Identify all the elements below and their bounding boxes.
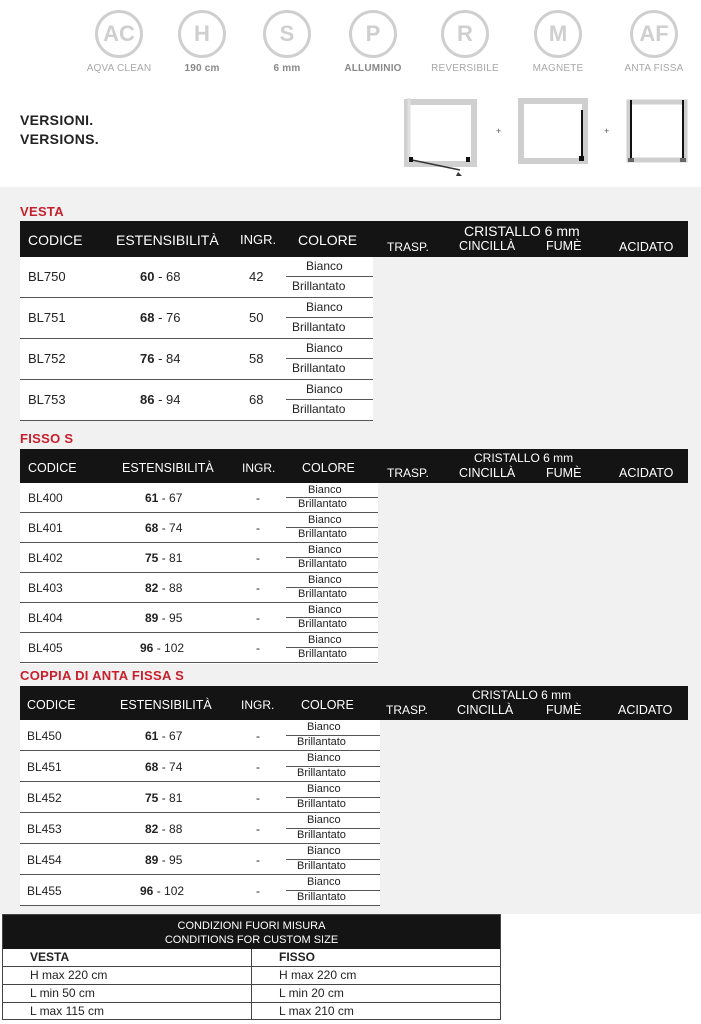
range-max: 88 (169, 822, 183, 836)
feature-label: ANTA FISSA (624, 63, 684, 74)
cell-range: 89 - 95 (145, 611, 183, 625)
cell-ingr: - (256, 641, 260, 655)
range-min: 86 (140, 392, 155, 407)
versions-it: VERSIONI. (20, 112, 94, 128)
cell-color-1: Bianco (308, 484, 342, 496)
cell-color-2: Brillantato (297, 767, 346, 779)
header-acidato: ACIDATO (618, 703, 673, 717)
range-min: 68 (145, 521, 159, 535)
table-row (20, 875, 380, 906)
custom-line: H max 220 cm (252, 967, 500, 985)
range-max: 68 (166, 269, 181, 284)
cell-range: 60 - 68 (140, 269, 181, 284)
cell-color-1: Bianco (308, 634, 342, 646)
custom-line: L min 50 cm (3, 985, 251, 1003)
cell-color-1: Bianco (308, 574, 342, 586)
cell-color-1: Bianco (308, 604, 342, 616)
header-fume: FUMÈ (546, 239, 582, 253)
cell-color-2: Brillantato (298, 648, 347, 660)
cell-color-1: Bianco (308, 544, 342, 556)
cell-color-1: Bianco (307, 845, 341, 857)
cell-code: BL402 (28, 551, 63, 565)
header-fume: FUMÈ (546, 703, 582, 717)
cell-ingr: - (256, 760, 260, 774)
header-cincilla: CINCILLÀ (459, 239, 516, 253)
cell-color-2: Brillantato (292, 320, 346, 334)
cell-range: 68 - 74 (145, 760, 183, 774)
table-row (20, 573, 378, 603)
cell-code: BL403 (28, 581, 63, 595)
cell-color-2: Brillantato (297, 736, 346, 748)
header-cincilla: CINCILLÀ (457, 703, 514, 717)
table-row (20, 813, 380, 844)
custom-line: L max 210 cm (279, 1004, 354, 1018)
cell-range: 61 - 67 (145, 729, 183, 743)
cell-color-1: Bianco (306, 259, 343, 273)
range-min: 76 (140, 351, 155, 366)
custom-size-title-en: CONDITIONS FOR CUSTOM SIZE (164, 934, 339, 946)
cell-code: BL454 (27, 853, 62, 867)
cell-ingr: - (256, 551, 260, 565)
cell-color-1: Bianco (307, 721, 341, 733)
table-title-fisso: FISSO S (20, 431, 74, 446)
feature-aqva-clean (74, 10, 164, 74)
cell-ingr: - (256, 853, 260, 867)
header-colore: COLORE (302, 461, 355, 475)
plus-sign: + (604, 126, 610, 136)
table-row (20, 720, 380, 751)
custom-size-fisso (252, 949, 500, 1019)
height-icon: H (178, 10, 226, 58)
custom-line: L max 115 cm (30, 1004, 105, 1018)
header-acidato: ACIDATO (619, 466, 674, 480)
cell-code: BL752 (28, 351, 66, 366)
header-trasp: TRASP. (386, 703, 428, 717)
color-divider (286, 358, 373, 359)
cell-range: 75 - 81 (145, 791, 183, 805)
cell-ingr: - (256, 822, 260, 836)
reversible-icon: R (441, 10, 489, 58)
range-max: 81 (169, 551, 183, 565)
header-estensibilita: ESTENSIBILITÀ (116, 232, 219, 248)
feature-height (157, 10, 247, 74)
table-header (20, 449, 688, 483)
table-row (20, 513, 378, 543)
custom-size-table (2, 914, 501, 1020)
feature-label: REVERSIBILE (431, 63, 499, 74)
header-fume: FUMÈ (546, 466, 582, 480)
range-min: 61 (145, 491, 159, 505)
table-row (20, 543, 378, 573)
header-ingr: INGR. (241, 698, 275, 712)
header-cincilla: CINCILLÀ (459, 466, 516, 480)
custom-size-title-it: CONDIZIONI FUORI MISURA (177, 920, 326, 932)
header-cristallo: CRISTALLO 6 mm (464, 223, 580, 239)
custom-col-title: FISSO (252, 949, 500, 967)
table-row (20, 633, 378, 663)
feature-magnet (513, 10, 603, 74)
custom-line: L min 20 cm (252, 985, 500, 1003)
table-row (20, 751, 380, 782)
header-colore: COLORE (298, 232, 358, 248)
feature-label: AQVA CLEAN (86, 63, 152, 74)
cell-color-2: Brillantato (297, 860, 346, 872)
cell-color-2: Brillantato (297, 891, 346, 903)
table-header (20, 686, 688, 720)
cell-color-2: Brillantato (292, 402, 346, 416)
header-codice: CODICE (27, 698, 76, 712)
range-min: 82 (145, 581, 159, 595)
cell-range: 68 - 74 (145, 521, 183, 535)
header-codice: CODICE (28, 232, 83, 248)
table-title-vesta: VESTA (20, 204, 64, 219)
cell-ingr: - (256, 729, 260, 743)
range-min: 68 (140, 310, 155, 325)
range-min: 75 (145, 551, 159, 565)
cell-color-1: Bianco (307, 783, 341, 795)
table-row (20, 298, 373, 339)
color-divider (286, 317, 373, 318)
cell-color-1: Bianco (306, 341, 343, 355)
table-row (20, 844, 380, 875)
door-diagram-icon (404, 96, 478, 182)
cell-range: 86 - 94 (140, 392, 181, 407)
feature-fixed-panel (609, 10, 699, 74)
custom-size-vesta (3, 949, 251, 1019)
range-min: 60 (140, 269, 155, 284)
fixed-panel-diagram-icon (518, 98, 590, 164)
versions-section (0, 90, 701, 187)
fixed-panel-icon: AF (630, 10, 678, 58)
table-header (20, 221, 688, 257)
double-fixed-panel-diagram-icon (625, 96, 689, 168)
cell-code: BL751 (28, 310, 66, 325)
cell-color-1: Bianco (306, 300, 343, 314)
table-row (20, 782, 380, 813)
cell-color-2: Brillantato (298, 618, 347, 630)
versions-en: VERSIONS. (20, 131, 99, 147)
custom-line: H max 220 cm (3, 967, 251, 985)
range-min: 68 (145, 760, 159, 774)
header-estensibilita: ESTENSIBILITÀ (120, 698, 212, 712)
cell-ingr: - (256, 884, 260, 898)
cell-code: BL753 (28, 392, 66, 407)
table-body-vesta (20, 257, 373, 421)
range-max: 84 (166, 351, 181, 366)
cell-color-1: Bianco (307, 876, 341, 888)
range-max: 67 (169, 491, 183, 505)
header-colore: COLORE (301, 698, 354, 712)
cell-ingr: - (256, 581, 260, 595)
feature-icons (0, 0, 701, 90)
range-min: 89 (145, 853, 159, 867)
cell-code: BL401 (28, 521, 63, 535)
cell-color-2: Brillantato (298, 558, 347, 570)
range-max: 67 (169, 729, 183, 743)
cell-color-2: Brillantato (298, 528, 347, 540)
custom-size-header (3, 915, 500, 949)
cell-ingr: 42 (249, 269, 264, 284)
cell-color-2: Brillantato (297, 798, 346, 810)
feature-label: 190 cm (184, 63, 220, 74)
range-min: 96 (140, 884, 154, 898)
range-max: 94 (166, 392, 181, 407)
header-trasp: TRASP. (387, 240, 429, 254)
cell-range: 96 - 102 (140, 884, 185, 898)
table-title-coppia: COPPIA DI ANTA FISSA S (20, 668, 185, 683)
feature-label: MAGNETE (532, 63, 584, 74)
range-min: 75 (145, 791, 159, 805)
cell-range: 82 - 88 (145, 581, 183, 595)
header-ingr: INGR. (242, 461, 276, 475)
header-trasp: TRASP. (387, 466, 429, 480)
range-max: 95 (169, 611, 183, 625)
cell-color-1: Bianco (306, 382, 343, 396)
versions-heading (20, 111, 99, 149)
range-max: 88 (169, 581, 183, 595)
cell-color-1: Bianco (307, 814, 341, 826)
cell-color-2: Brillantato (298, 498, 347, 510)
cell-range: 82 - 88 (145, 822, 183, 836)
header-estensibilita: ESTENSIBILITÀ (122, 461, 214, 475)
cell-color-1: Bianco (307, 752, 341, 764)
cell-code: BL750 (28, 269, 66, 284)
cell-ingr: - (256, 521, 260, 535)
cell-range: 76 - 84 (140, 351, 181, 366)
cell-ingr: - (256, 611, 260, 625)
header-ingr: INGR. (240, 232, 277, 247)
cell-ingr: - (256, 791, 260, 805)
cell-color-2: Brillantato (297, 829, 346, 841)
cell-code: BL400 (28, 491, 63, 505)
header-cristallo: CRISTALLO 6 mm (472, 688, 572, 702)
cell-code: BL453 (27, 822, 62, 836)
cell-color-2: Brillantato (298, 588, 347, 600)
cell-color-1: Bianco (308, 514, 342, 526)
range-max: 74 (169, 521, 183, 535)
cell-code: BL404 (28, 611, 63, 625)
aqva-clean-icon: AC (95, 10, 143, 58)
cell-range: 61 - 67 (145, 491, 183, 505)
cell-ingr: 68 (249, 392, 264, 407)
table-row (20, 257, 373, 298)
cell-ingr: 50 (249, 310, 264, 325)
table-row (20, 483, 378, 513)
magnet-icon: M (534, 10, 582, 58)
cell-range: 89 - 95 (145, 853, 183, 867)
cell-code: BL455 (27, 884, 62, 898)
range-min: 61 (145, 729, 159, 743)
color-divider (286, 399, 373, 400)
cell-range: 75 - 81 (145, 551, 183, 565)
table-body-fisso (20, 483, 378, 664)
range-max: 81 (169, 791, 183, 805)
header-cristallo: CRISTALLO 6 mm (474, 451, 574, 465)
feature-label: 6 mm (273, 63, 301, 74)
feature-label: ALLUMINIO (344, 63, 402, 74)
range-max: 102 (164, 641, 185, 655)
plus-sign: + (496, 126, 502, 136)
thickness-icon: S (263, 10, 311, 58)
cell-range: 96 - 102 (140, 641, 185, 655)
table-row (20, 603, 378, 633)
header-acidato: ACIDATO (619, 240, 674, 254)
cell-code: BL405 (28, 641, 63, 655)
table-body-coppia (20, 720, 380, 905)
range-max: 74 (169, 760, 183, 774)
cell-range: 68 - 76 (140, 310, 181, 325)
cell-color-2: Brillantato (292, 279, 346, 293)
range-max: 102 (164, 884, 185, 898)
custom-col-title: VESTA (3, 949, 251, 967)
cell-code: BL450 (27, 729, 62, 743)
profile-icon: P (349, 10, 397, 58)
cell-ingr: - (256, 491, 260, 505)
feature-thickness (242, 10, 332, 74)
cell-ingr: 58 (249, 351, 264, 366)
table-row (20, 380, 373, 421)
range-max: 76 (166, 310, 181, 325)
cell-code: BL451 (27, 760, 62, 774)
cell-code: BL452 (27, 791, 62, 805)
header-codice: CODICE (28, 461, 77, 475)
range-min: 96 (140, 641, 154, 655)
range-max: 95 (169, 853, 183, 867)
range-min: 89 (145, 611, 159, 625)
feature-profile (328, 10, 418, 74)
range-min: 82 (145, 822, 159, 836)
color-divider (286, 276, 373, 277)
feature-reversible (420, 10, 510, 74)
table-row (20, 339, 373, 380)
cell-color-2: Brillantato (292, 361, 346, 375)
